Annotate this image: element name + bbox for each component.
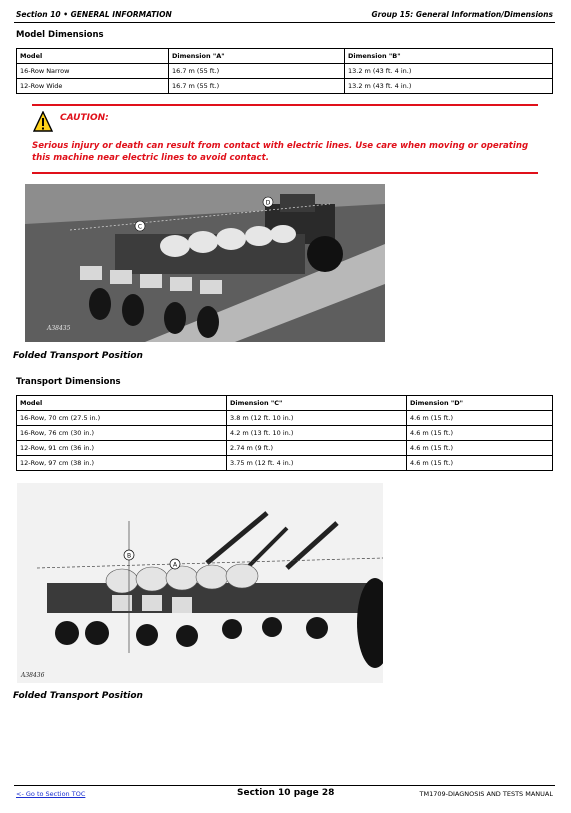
model-dimensions-table: [16, 48, 553, 94]
table-cell: 4.6 m (15 ft.): [407, 411, 553, 426]
caution-bottom-rule: [32, 172, 538, 174]
table-row: [17, 411, 553, 426]
table-cell: 4.6 m (15 ft.): [407, 456, 553, 471]
callout-label: C: [137, 223, 143, 231]
table-cell: 16-Row, 76 cm (30 in.): [17, 426, 227, 441]
planter-photo-1: [25, 184, 385, 342]
table-cell: 16-Row, 70 cm (27.5 in.): [17, 411, 227, 426]
table-cell: 2.74 m (9 ft.): [227, 441, 407, 456]
column-header: Dimension "C": [227, 396, 407, 411]
footer-divider: [14, 785, 555, 786]
callout-label: B: [126, 552, 132, 560]
table-cell: 3.75 m (12 ft. 4 in.): [227, 456, 407, 471]
caution-text: Serious injury or death can result from contact with electric lines. Use care when moving or operating this machine near electric lines to avoid contact.: [32, 141, 529, 163]
table-cell: 3.8 m (12 ft. 10 in.): [227, 411, 407, 426]
caution-title: CAUTION:: [60, 113, 109, 123]
model-dimensions-heading: Model Dimensions: [16, 30, 104, 40]
transport-dimensions-heading: Transport Dimensions: [16, 377, 121, 387]
photo-illustration: [25, 184, 385, 342]
table-cell: 4.6 m (15 ft.): [407, 426, 553, 441]
table-row: [17, 426, 553, 441]
table-cell: 16.7 m (55 ft.): [169, 64, 345, 79]
figure-caption: Folded Transport Position: [13, 351, 143, 361]
page-number: Section 10 page 28: [237, 788, 335, 798]
table-cell: 12-Row Wide: [17, 79, 169, 94]
caution-top-rule: [32, 104, 538, 106]
table-cell: 4.2 m (13 ft. 10 in.): [227, 426, 407, 441]
column-header: Model: [17, 396, 227, 411]
table-cell: 16.7 m (55 ft.): [169, 79, 345, 94]
callout-label: D: [265, 199, 271, 207]
column-header: Dimension "D": [407, 396, 553, 411]
figure-id: A38436: [21, 672, 45, 679]
column-header: Dimension "A": [169, 49, 345, 64]
photo-illustration: [17, 483, 383, 683]
figure-caption: Folded Transport Position: [13, 691, 143, 701]
transport-dimensions-table: [16, 395, 553, 471]
planter-photo-2: [17, 483, 383, 683]
section-toc-link[interactable]: <- Go to Section TOC: [16, 790, 86, 798]
header-divider: [14, 22, 555, 23]
table-cell: 12-Row, 91 cm (36 in.): [17, 441, 227, 456]
table-row: [17, 456, 553, 471]
table-cell: 13.2 m (43 ft. 4 in.): [345, 79, 553, 94]
section-title: Section 10 • GENERAL INFORMATION: [16, 10, 172, 19]
manual-title: TM1709-DIAGNOSIS AND TESTS MANUAL: [419, 790, 553, 798]
table-cell: 4.6 m (15 ft.): [407, 441, 553, 456]
table-row: [17, 441, 553, 456]
table-cell: 13.2 m (43 ft. 4 in.): [345, 64, 553, 79]
group-title: Group 15: General Information/Dimensions: [371, 10, 553, 19]
table-header-row: [17, 49, 553, 64]
column-header: Dimension "B": [345, 49, 553, 64]
table-cell: 16-Row Narrow: [17, 64, 169, 79]
table-header-row: [17, 396, 553, 411]
table-row: [17, 79, 553, 94]
warning-triangle-icon: [33, 111, 53, 133]
figure-id: A38435: [47, 325, 71, 332]
callout-label: A: [172, 561, 178, 569]
table-cell: 12-Row, 97 cm (38 in.): [17, 456, 227, 471]
table-row: [17, 64, 553, 79]
column-header: Model: [17, 49, 169, 64]
